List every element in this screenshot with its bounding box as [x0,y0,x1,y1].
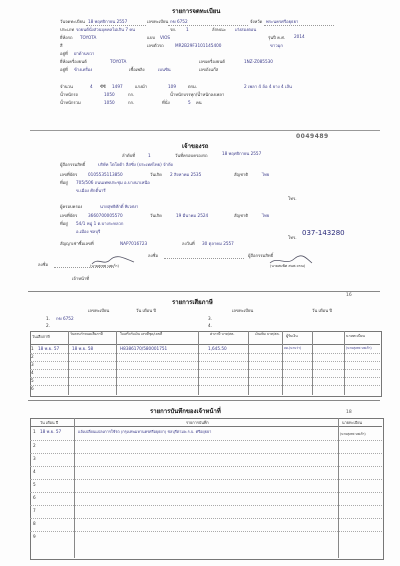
notes-row-num: 8 [33,521,36,526]
tax-table [30,331,382,397]
owner-tel-label: โทร. [288,235,297,240]
owner-addr-label: ที่อยู่ [60,221,68,226]
model: VIOS [160,35,171,40]
tax-row-num: 2 [31,354,34,359]
page-number-2: 18 [346,410,352,415]
tax-row-receiver: ลด.(นามว่า) [284,346,302,350]
contract-date-label: ลงวันที่ [182,241,195,246]
dob-label: วันเกิด [150,172,162,177]
cc: 1497 [112,84,123,89]
holder-label: ผู้ถือกรรมสิทธิ์ [60,162,86,167]
style-label: ลักษณะ [212,27,226,32]
owner-dob: 19 มีนาคม 2524 [176,213,209,218]
notes-row-line [30,479,382,480]
notes-row-line [30,531,382,532]
engine-pos-label: อยู่ที่ [60,67,68,72]
divider-line [30,130,380,131]
tax-row-num: 3 [31,362,34,367]
th-receipt: ใบเสร็จรับเงิน เลขที่ชุด/เลขที่ [120,332,163,336]
weight: 1050 [104,92,115,97]
tax-row1-num: 1. [46,316,50,321]
engine-brand-label: ยี่ห้อเครื่องยนต์ [60,59,87,64]
model-label: แบบ [147,35,156,40]
th-tax-date: วันเสียภาษี [32,334,50,339]
notes-row1-date: 18 พ.ย. 57 [40,429,62,434]
nationality-label: สัญชาติ [234,172,249,177]
dotted-line [168,25,248,26]
cyl: 4 [90,84,93,89]
owner-title: เจ้าของรถ [182,143,209,150]
order-label: ลำดับที่ [122,153,136,158]
type-label: ประเภท [60,27,75,32]
tax-row-num: 4 [31,370,34,375]
position-label: อยู่ที่ [60,51,68,56]
tax-row-line [30,385,380,386]
holder: บริษัท โตโยต้า ลีสซิ่ง (ประเทศไทย) จำกัด [98,162,174,167]
province-label: จังหวัด [250,19,263,24]
total-weight-unit: กก. [128,100,135,105]
gas-label: เลขถังแก๊ส [199,67,219,72]
tax-row2-num: 2. [46,323,50,328]
tax-row-line [30,353,380,354]
section-divider [28,400,380,401]
tax-row-num: 6 [31,386,34,391]
tax-row-amount: 1,645.50 [208,346,227,351]
notes-row-num: 7 [33,508,36,513]
notes-row-num: 4 [33,469,36,474]
owner-addr: 54/1 หมู่ 1 ต.บางระหลวก [76,221,124,226]
cyl-label: จำนวน [60,84,73,89]
engine-pos: ข้างเครื่อง [74,67,93,72]
owner-nat: ไทย [262,213,270,218]
tax-title: รายการเสียภาษี [172,299,213,306]
body-style: เก๋งสองตอน [235,27,257,32]
axles: 2 เพลา 4 ล้อ 4 ยาง 4 เส้น [244,84,292,89]
rayor: 1 [186,27,189,32]
brand: TOYOTA [80,35,97,40]
hp-unit: ตรม. [188,84,198,89]
engine-no: 1NZ-Z085530 [244,59,273,64]
th-officer: นายทะเบียน [346,334,365,338]
chassis-label: เลขตัวรถ [147,43,164,48]
total-weight-label: น้ำหนักรวม [60,100,81,105]
engine-no-label: เลขเครื่องยนต์ [199,59,225,64]
tax-row4-num: 4. [208,323,212,328]
owner-dob-label: วันเกิด [150,213,162,218]
owner-tel: 037-143280 [302,229,345,237]
stamp-name-2: (นายสมพิศ สนพ.จรณ) [270,264,306,268]
holder-addr2: ข.เมือง ศักดิ์นารี [76,188,106,193]
seats-label: ที่นั่ง [162,100,170,105]
tax-table-header-line [30,344,380,345]
notes-title: รายการบันทึกของเจ้าหน้าที่ [150,408,221,415]
holder-signature-icon [268,255,314,267]
tax-plate-col1: เลขทะเบียน [88,308,110,313]
stamp-name-1: (นายสุเทพ นพเก้า) [90,264,119,268]
notes-row-num: 2 [33,443,36,448]
holder-addr: 705/506 ถนนเทพประชุม อ.บางนาเหนือ [76,180,150,185]
possession-date-label: วันที่ครอบครองรถ [175,153,208,158]
fuel-label: เชื้อเพลิง [129,67,145,72]
year-label: รุ่นปี ค.ศ. [268,35,286,40]
notes-row1-text: แจ้งเปลี่ยนแปลงการใช้รถ (กรุงเทพมหานครศรีอยุธยา) ชลบุรีตามพ.ร.บ. ศรีอยุธยา [78,429,212,434]
color: ขาวมุก [270,43,283,48]
tax-row-officer: (นายสุเทพ นพเก้า) [346,346,372,350]
holder-sign-label: ผู้ถือกรรมสิทธิ์ [248,253,274,258]
registration-title: รายการจดทะเบียน [172,8,221,15]
signature-line [164,258,244,259]
notes-row-line [30,466,382,467]
engine-brand: TOYOTA [110,59,127,64]
province: พระนครศรีอยุธยา [266,19,299,24]
reg-date-label: วันจดทะเบียน [60,19,85,24]
tax-row3-num: 3. [208,316,212,321]
document-number: 0049489 [296,133,329,140]
dotted-line [86,25,146,26]
tax-row-date: 18 พ.ย. 57 [38,346,60,351]
seats: 5 [188,100,191,105]
sign-label-2: ลงชื่อ [38,262,48,267]
addr-label: ที่อยู่ [60,180,68,185]
plate-label: เลขทะเบียน [147,19,169,24]
tax-row-line [30,369,380,370]
notes-officer-col: นายทะเบียน [342,420,363,425]
notes-row-num: 9 [33,534,36,539]
tax-plate-col2: เลขทะเบียน [232,308,254,313]
tel-label: โทร. [288,196,297,201]
nationality: ไทย [262,172,270,177]
section-divider [28,291,380,292]
notes-row-num: 5 [33,482,36,487]
notes-header-line [30,426,382,427]
hp-label: แรงม้า [135,84,148,89]
tax-row-num: 5 [31,378,34,383]
cc-label: ซีซี [100,84,106,89]
th-tax: ค่าภาษี บาท/สต. [210,332,235,336]
vehicle-type: รถยนต์นั่งส่วนบุคคลไม่เกิน 7 คน [76,27,136,32]
owner-addr2: อ.เมือง ชลบุรี [76,229,101,234]
contract-date: 30 ตุลาคม 2557 [202,241,234,246]
tax-date-col2: วัน เดือน ปี [312,308,333,313]
color-label: สี [60,43,63,48]
owner-id-label: เลขที่บัตร [60,213,78,218]
col-line [338,418,339,558]
officer-signature-icon [90,255,136,267]
contract-label: สัญญาเช่าซื้อเลขที่ [60,241,94,246]
owner-id: 3660700005570 [88,213,123,218]
tax-row-receipt: H8386170/580001751 [120,346,168,351]
hp: 109 [168,84,176,89]
contract: NAP7016723 [120,241,148,246]
fuel: เบนซิน [158,67,171,72]
notes-row-line [30,518,382,519]
total-weight: 1050 [104,100,115,105]
notes-row-num: 6 [33,495,36,500]
notes-row-num: 3 [33,456,36,461]
rayor-label: รย. [170,27,177,32]
brand-label: ยี่ห้อรถ [60,35,73,40]
order: 1 [148,153,151,158]
notes-row1-num: 1 [33,429,36,434]
dotted-line [264,25,334,26]
notes-row1-officer: (นายสุเทพ นพเก้า) [340,432,366,436]
th-due-date: วันครบกำหนดเสียภาษี [70,332,103,336]
weight-unit: กก. [128,92,135,97]
notes-row-line [30,440,382,441]
tax-row-num: 1 [31,346,34,351]
chassis: MR2B29F3101145400 [175,43,222,48]
tax-row-line [30,361,380,362]
owner-label: ผู้ครอบครอง [60,204,83,209]
holder-id: 0105535113850 [88,172,123,177]
col-line [74,418,75,558]
seats-unit: คน [196,100,202,105]
notes-items-col: รายการบันทึก [186,420,209,425]
plate: กฆ 6752 [170,19,188,24]
tax-date-col1: วัน เดือน ปี [136,308,157,313]
tax-row-line [30,377,380,378]
notes-date-col: วัน เดือน ปี [40,420,59,425]
position-val: ฝาด้านขวา [74,51,95,56]
possession-date: 18 พฤศจิกายน 2557 [222,151,262,156]
tax-row1-plate: กฆ 6752 [56,316,74,321]
id-label: เลขที่บัตร [60,172,78,177]
year: 2014 [294,34,305,39]
th-receiver: ผู้รับเงิน [286,334,298,338]
weight-label: น้ำหนักรถ [60,92,79,97]
th-extra: เงินเพิ่ม บาท/สต. [255,332,280,336]
officer-label: เจ้าหน้าที่ [72,276,89,281]
reg-date: 18 พฤศจิกายน 2557 [88,19,128,24]
sign-label: ลงชื่อ [148,253,158,258]
notes-row-line [30,453,382,454]
owner-nat-label: สัญชาติ [234,213,249,218]
load-label: น้ำหนักบรรทุก/น้ำหนักลงเพลา [170,92,225,97]
owner-name: นายสุทธิศักดิ์ พิเวศงา [100,204,139,209]
holder-dob: 2 สิงหาคม 2535 [170,172,202,177]
notes-row-line [30,492,382,493]
page-number: 16 [346,293,352,298]
notes-row-line [30,505,382,506]
tax-row-due: 18 พ.ย. 58 [72,346,94,351]
